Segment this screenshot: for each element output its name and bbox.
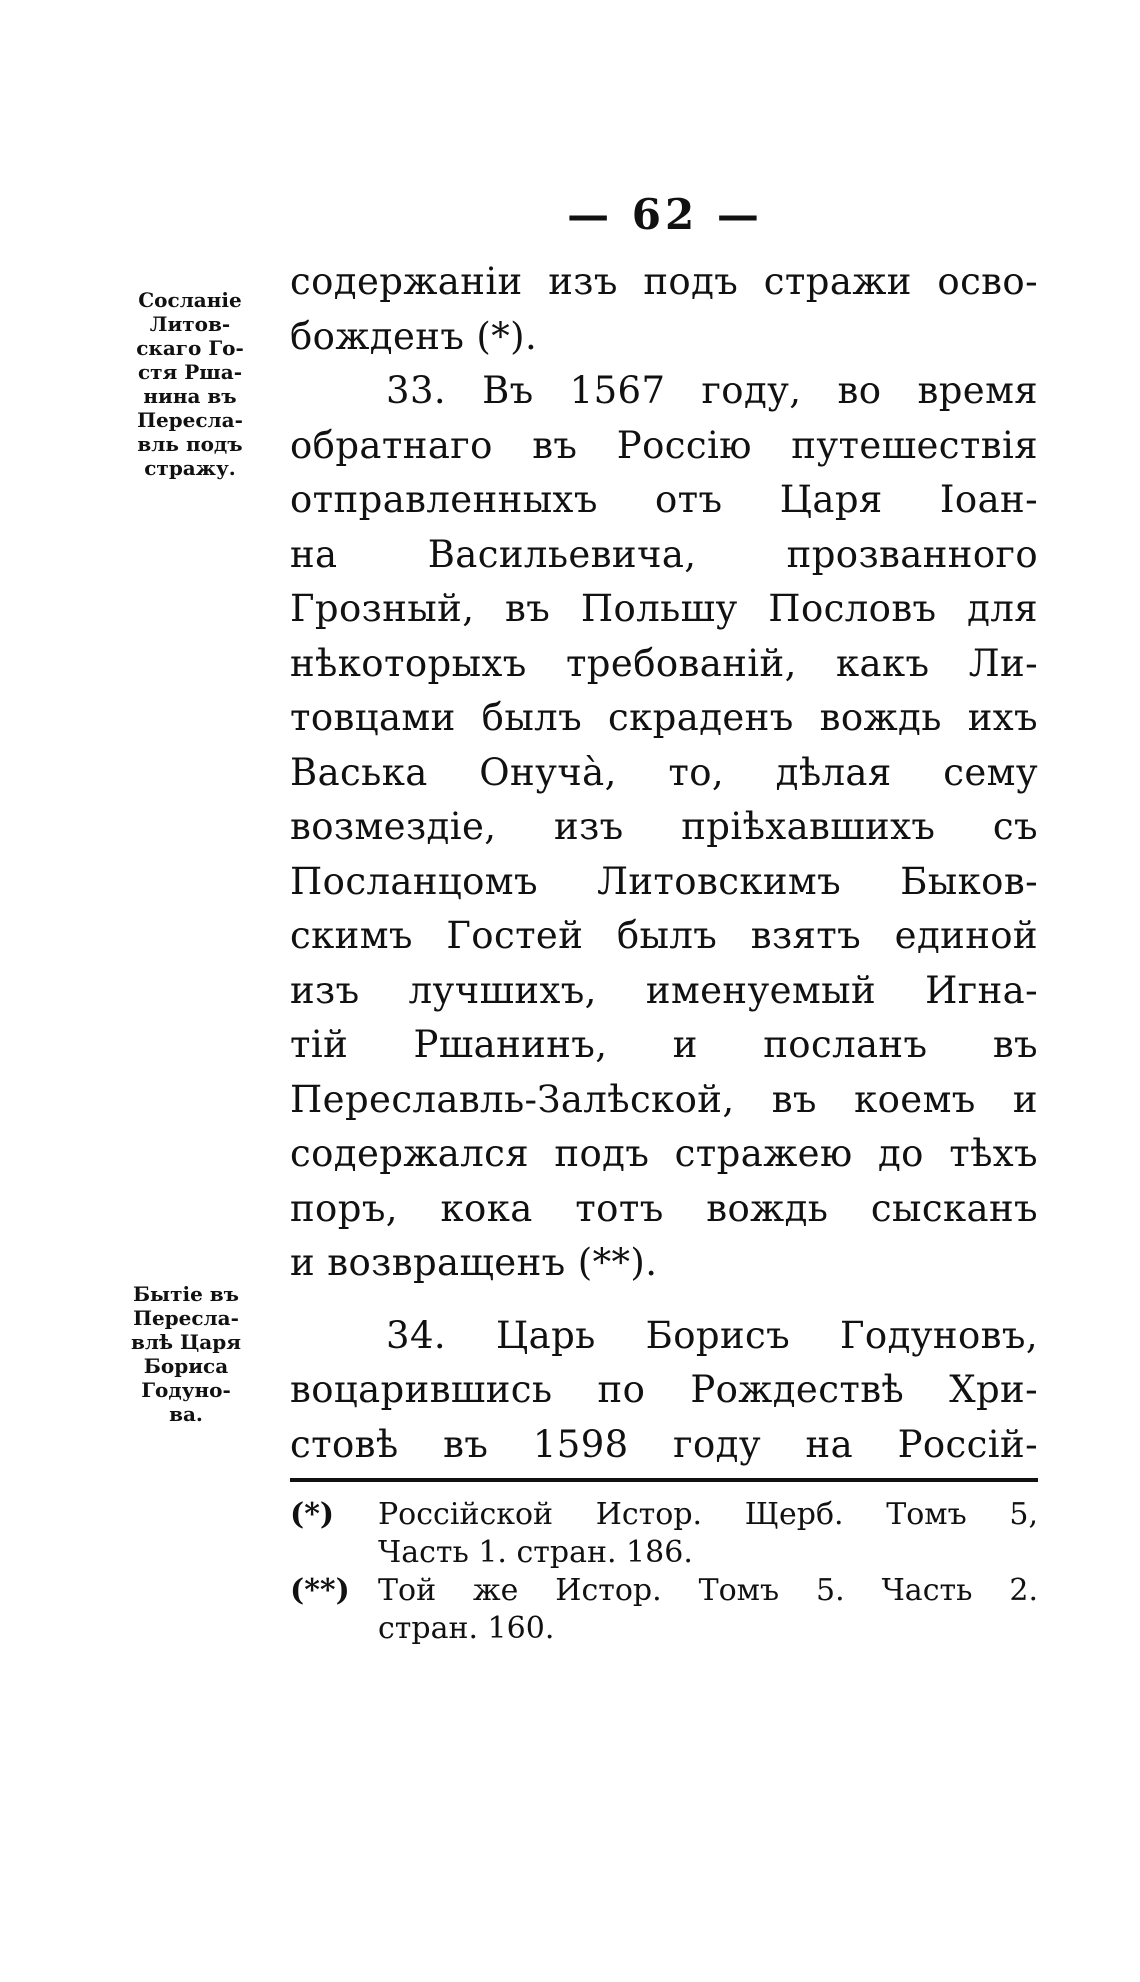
text-line: Переславль-Залѣской, въ коемъ и [290,1077,1038,1121]
text-line: содержался подъ стражею до тѣхъ [290,1132,1038,1175]
margin-note-line: стражу. [144,456,236,480]
margin-note-line: Сосланіе [138,288,242,312]
text-line: Васька Онучà, то, дѣлая сему [290,750,1038,794]
text-line: изъ лучшихъ, именуемый Игна- [290,968,1038,1012]
margin-note-tsar-boris [106,1282,266,1426]
footnote-text [378,1496,1038,1572]
text-line: Посланцомъ Литовскимъ Быков- [290,859,1038,903]
margin-note-line: скаго Го- [136,336,244,360]
text-line: Грозный, въ Польшу Пословъ для [290,587,1038,630]
footnote-line: Часть 1. стран. 186. [378,1535,693,1570]
margin-note-line: влѣ Царя [130,1330,242,1354]
margin-note-line: стя Рша- [137,360,243,384]
footnotes [290,1496,1038,1648]
footnote-line: Той же Истор. Томъ 5. Часть 2. [378,1573,1038,1608]
text-line: возмездіе, изъ пріѣхавшихъ съ [290,805,1038,848]
margin-note-line: Бориса [143,1354,229,1378]
body-text [290,255,1038,1472]
footnote-mark: (*) [290,1497,335,1532]
footnote-line: стран. 160. [378,1611,555,1646]
margin-note-line: ва. [169,1402,203,1426]
text-line: поръ, кока тотъ вождь сысканъ [290,1186,1038,1230]
footnote-mark: (**) [290,1573,350,1608]
margin-note-exile [110,288,270,480]
text-line: нѣкоторыхъ требованій, какъ Ли- [290,641,1038,685]
text-line: отправленныхъ отъ Царя Іоан- [290,478,1038,521]
text-line: товцами былъ скраденъ вождь ихъ [290,696,1038,739]
text-line: скимъ Гостей былъ взятъ единой [290,914,1038,957]
footnote-rule [290,1478,1038,1482]
text-line: содержаніи изъ подъ стражи осво- [290,260,1038,303]
text-line: 34. Царь Борисъ Годуновъ, [386,1313,1038,1357]
text-line: 33. Въ 1567 году, во время [386,369,1038,412]
text-line: на Васильевича, прозванного [290,532,1038,576]
text-line: божденъ (*). [290,314,538,358]
margin-note-line: Пересла- [137,408,243,432]
margin-note-line: нина въ [143,384,237,408]
margin-note-line: Пересла- [133,1306,239,1330]
footnote [290,1496,1038,1572]
page-number: — 62 — [567,190,763,239]
text-line: обратнаго въ Россію путешествія [290,423,1038,467]
text-line: стовѣ въ 1598 году на Россій- [290,1422,1038,1466]
margin-note-line: Литов- [149,312,231,336]
text-line: и возвращенъ (**). [290,1241,658,1284]
footnote-line: Россійской Истор. Щерб. Томъ 5, [378,1497,1038,1532]
margin-note-line: Бытіе въ [132,1282,240,1306]
text-line: воцарившись по Рождествѣ Хри- [290,1368,1038,1411]
text-line: тій Ршанинъ, и посланъ въ [290,1023,1038,1066]
footnote-text [378,1572,1038,1648]
footnote [290,1572,1038,1648]
margin-note-line: Годуно- [141,1378,231,1402]
margin-note-line: вль подъ [137,432,243,456]
